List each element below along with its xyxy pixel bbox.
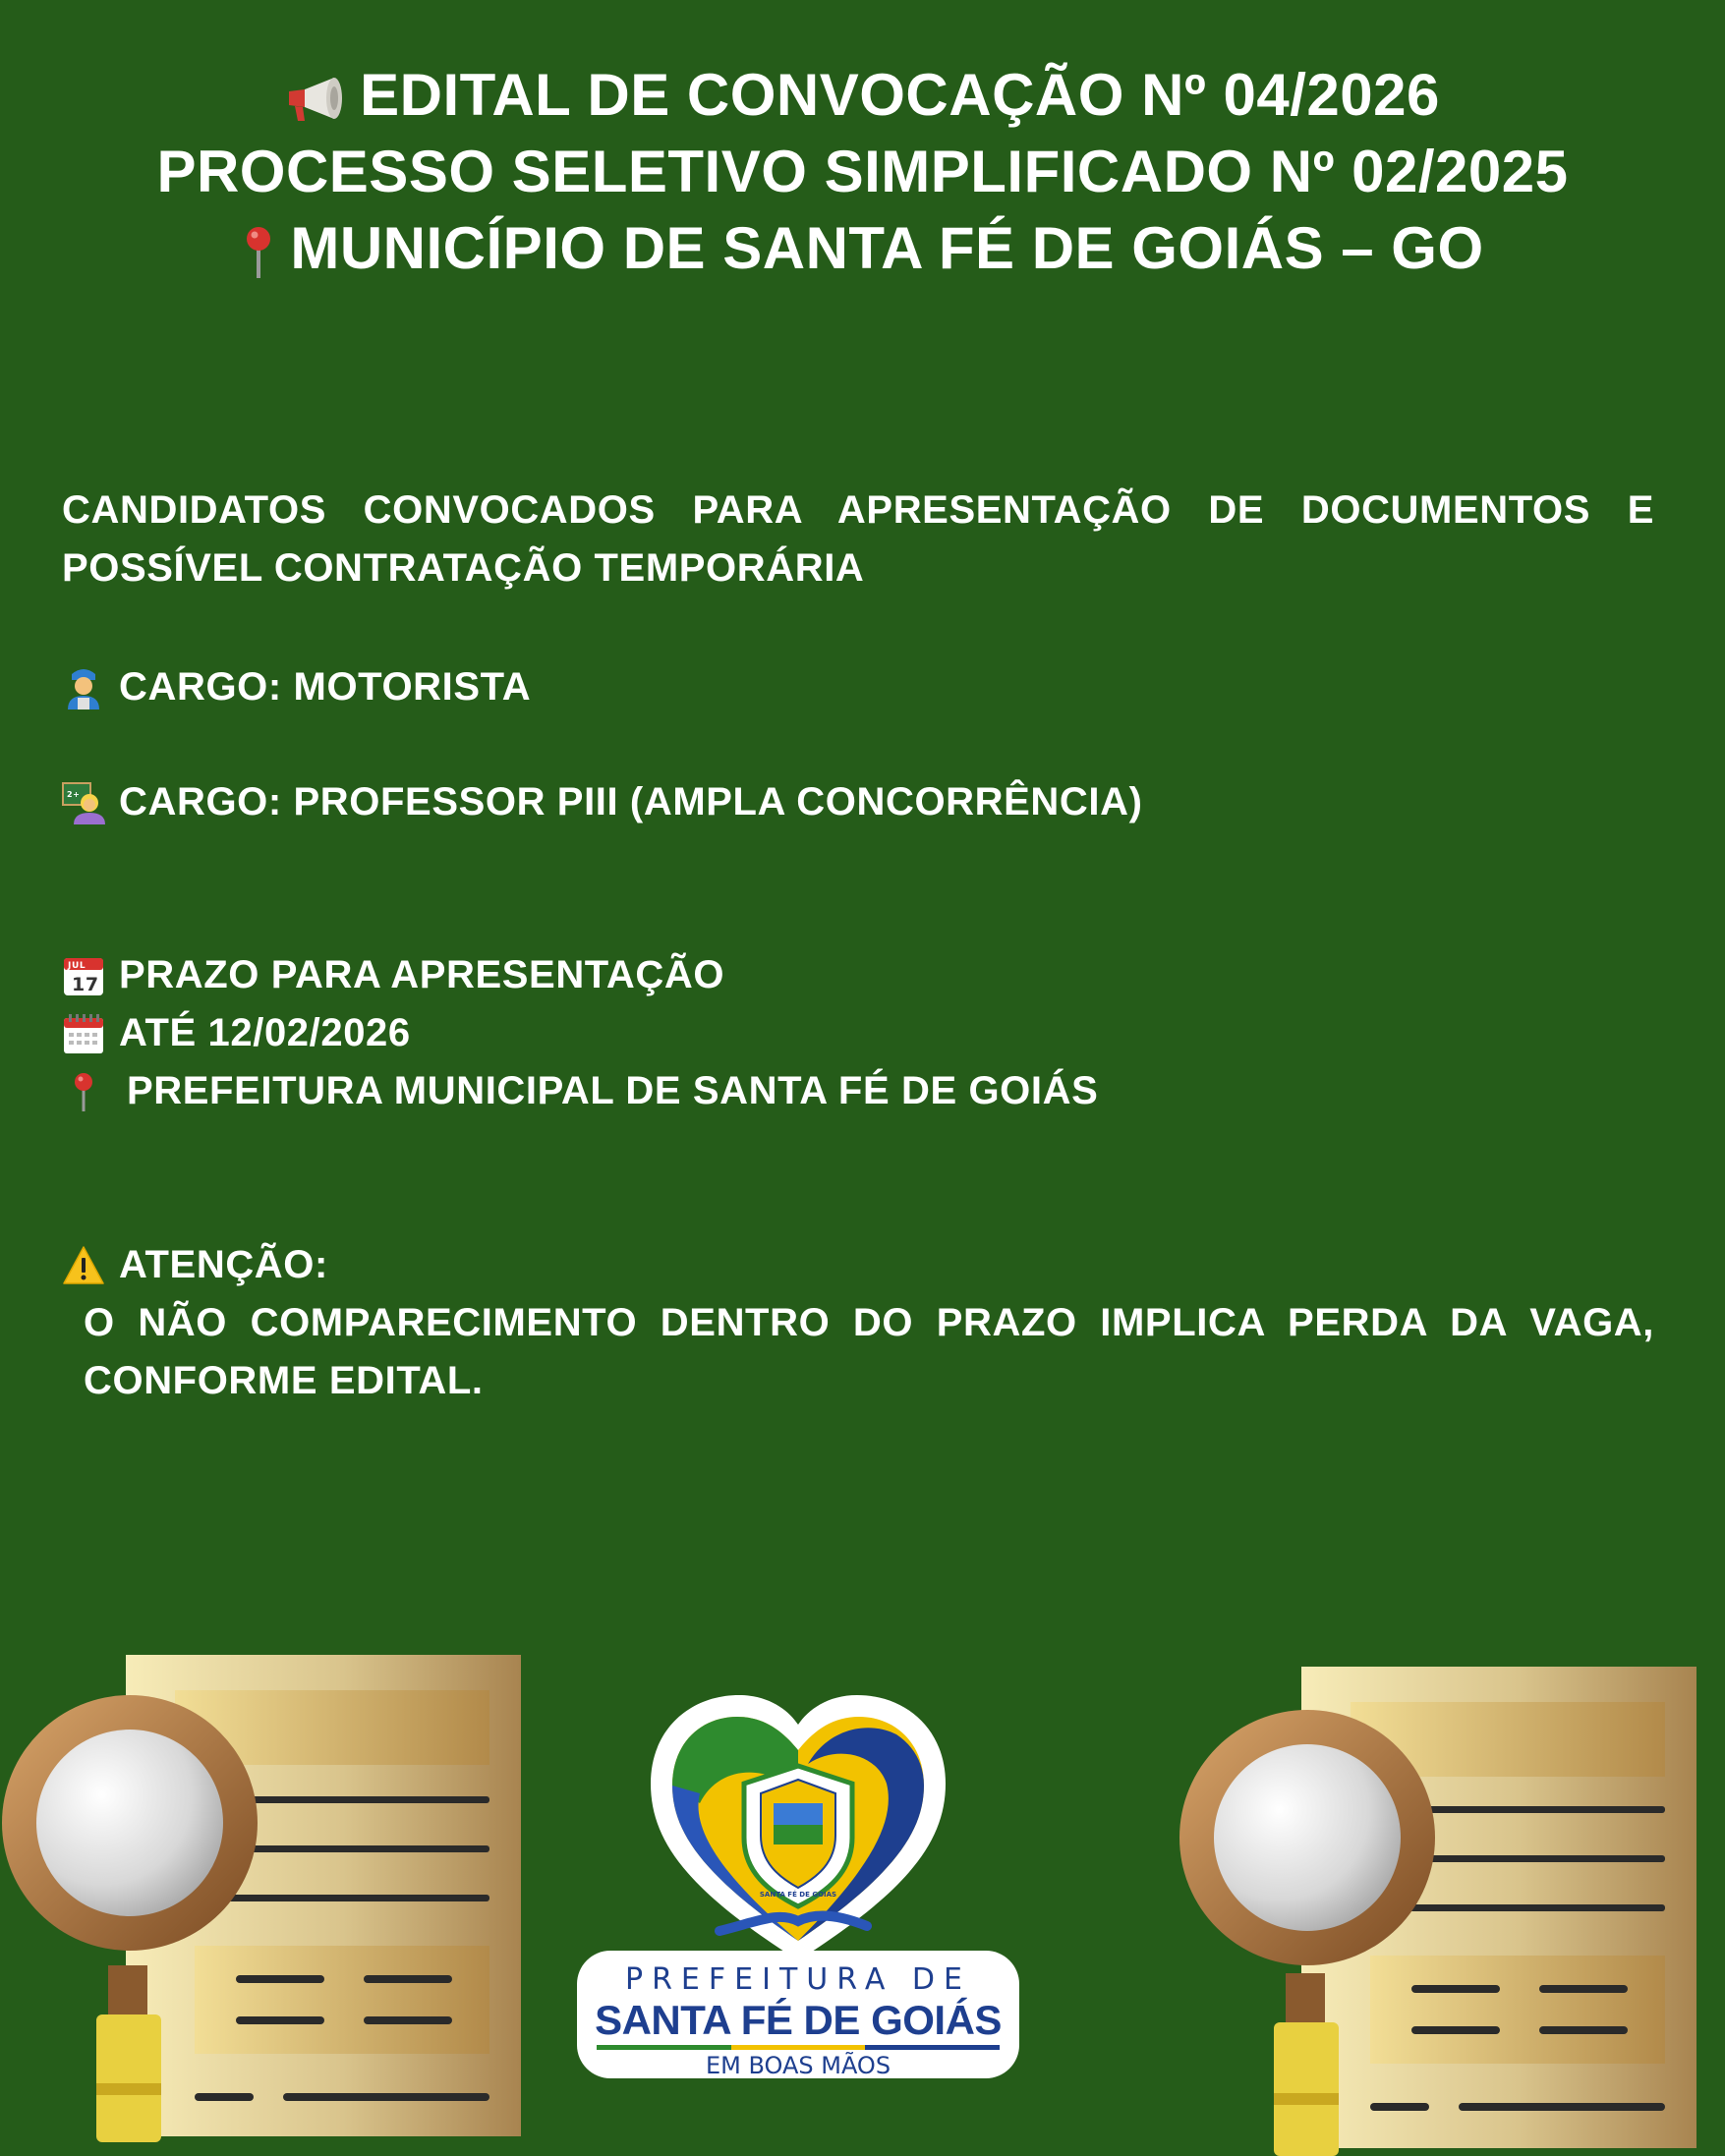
logo-slogan: EM BOAS MÃOS <box>705 2052 891 2079</box>
heart-emblem <box>572 1675 1024 1970</box>
title-line-2: PROCESSO SELETIVO SIMPLIFICADO Nº 02/2025 <box>156 139 1569 204</box>
warning-icon <box>62 1244 105 1287</box>
pin-icon <box>62 1070 105 1113</box>
svg-text:2+: 2+ <box>67 789 81 799</box>
teacher-icon <box>62 781 105 824</box>
crest-text: SANTA FÉ DE GOIÁS <box>759 1891 837 1899</box>
prefeitura-logo <box>572 1675 1024 2088</box>
logo-top-text: PREFEITURA DE <box>625 1962 971 1997</box>
title-text-3: MUNICÍPIO DE SANTA FÉ DE GOIÁS – GO <box>290 215 1484 281</box>
cargo-professor <box>62 773 1654 831</box>
atencao-section <box>62 1236 1654 1410</box>
mechanic-icon <box>62 666 105 709</box>
atencao-text: O NÃO COMPARECIMENTO DENTRO DO PRAZO IMPLICA PERDA DA VAGA, CONFORME EDITAL. <box>84 1301 1654 1402</box>
megaphone-icon <box>285 74 346 125</box>
cargo-2-label: CARGO: PROFESSOR PIII (AMPLA CONCORRÊNCIA) <box>119 780 1143 823</box>
spiral-calendar-icon <box>62 1012 105 1055</box>
calendar-icon <box>62 954 105 997</box>
magnifier-document <box>0 1651 531 2156</box>
page-title <box>0 57 1725 287</box>
intro-text: CANDIDATOS CONVOCADOS PARA APRESENTAÇÃO DE DOCUMENTOS E POSSÍVEL CONTRATAÇÃO TEMPORÁRIA <box>62 488 1654 590</box>
prazo-title: PRAZO PARA APRESENTAÇÃO <box>119 953 725 996</box>
title-text-1: EDITAL DE CONVOCAÇÃO Nº 04/2026 <box>360 62 1440 128</box>
calendar-month: JUL <box>68 960 86 971</box>
magnifier-document-right <box>1170 1661 1725 2156</box>
logo-name: SANTA FÉ DE GOIÁS <box>595 1997 1002 2043</box>
cargo-motorista <box>62 658 1654 716</box>
prazo-section <box>62 946 1654 1120</box>
atencao-title: ATENÇÃO: <box>119 1243 328 1286</box>
cargo-1-label: CARGO: MOTORISTA <box>119 665 532 709</box>
prazo-date: ATÉ 12/02/2026 <box>119 1011 411 1054</box>
pin-icon <box>241 225 276 280</box>
calendar-day: 17 <box>72 973 99 995</box>
title-line-1 <box>0 57 1725 134</box>
prazo-location: PREFEITURA MUNICIPAL DE SANTA FÉ DE GOIÁS <box>127 1069 1099 1112</box>
title-line-3 <box>0 210 1725 287</box>
logo-color-stripe <box>597 2045 1000 2050</box>
